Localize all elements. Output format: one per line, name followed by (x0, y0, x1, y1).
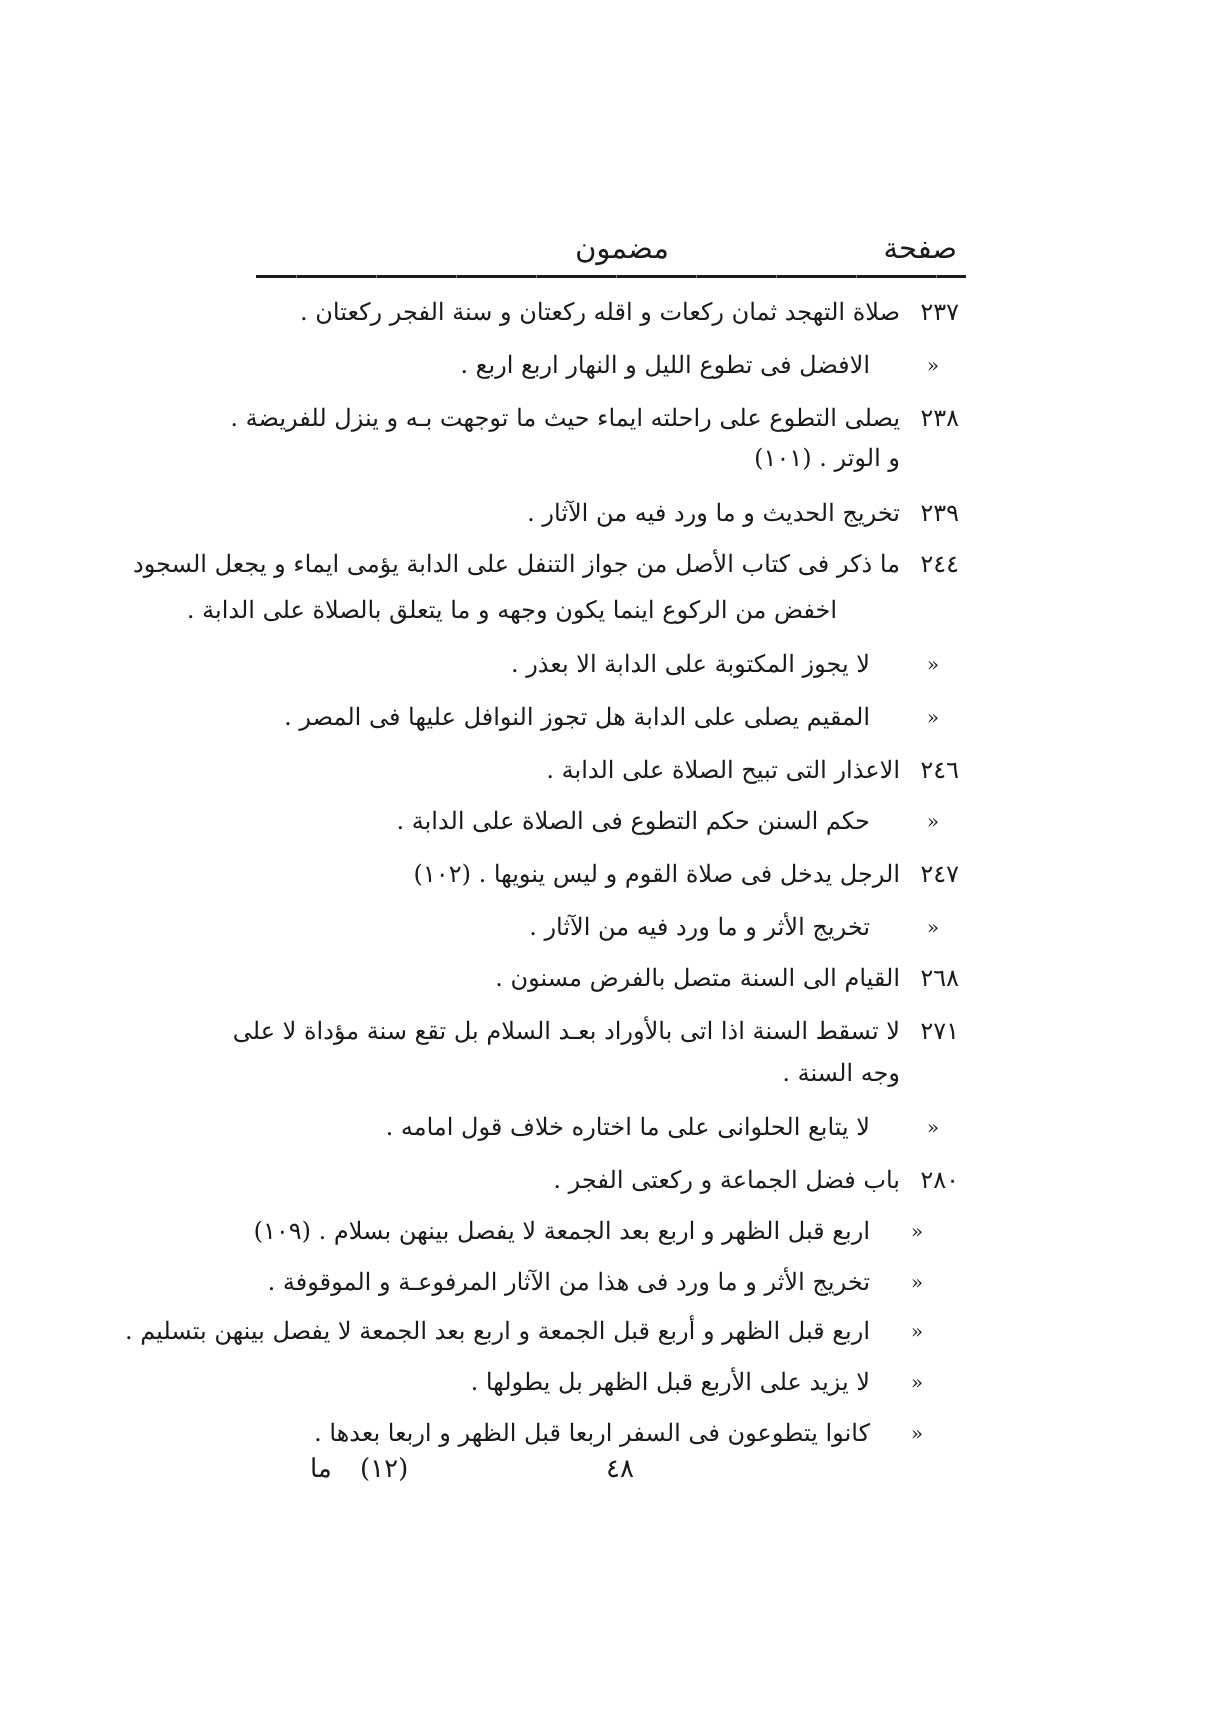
ditto-mark: » (926, 652, 940, 676)
entry-page-number: ٢٤٤ (920, 550, 959, 578)
entry-text: وجه السنة . (782, 1059, 900, 1087)
entry-text: لا يجوز المكتوبة علی الدابة الا بعذر . (510, 650, 870, 678)
entry-text: اخفض من الركوع اينما يكون وجهه و ما يتعلق بالصلاة علی الدابة . (186, 596, 837, 624)
entry-text: يصلی التطوع علی راحلته ايماء حيث ما توجهت بـه و ينزل للفريضة . (230, 404, 900, 432)
entry-text: تخريج الحديث و ما ورد فيه من الآثار . (527, 499, 900, 527)
entry-text: اربع قبل الظهر و اربع بعد الجمعة لا يفصل بينهن بسلام . (١٠٩) (253, 1217, 870, 1245)
entry-text: باب فضل الجماعة و ركعتی الفجر . (553, 1166, 900, 1194)
entry-page-number: ٢٤٦ (920, 756, 959, 784)
entry-page-number: ٢٤٧ (920, 860, 959, 888)
entry-text: و الوتر . (١٠١) (754, 444, 900, 472)
ditto-mark: » (910, 1219, 924, 1243)
ditto-mark: » (910, 1370, 924, 1394)
ditto-mark: » (926, 705, 940, 729)
entry-text: لا يتابع الحلوانی علی ما اختاره خلاف قول امامه . (385, 1113, 870, 1141)
entry-page-number: ٢٣٨ (920, 404, 959, 432)
entry-text: صلاة التهجد ثمان ركعات و اقله ركعتان و سنة الفجر ركعتان . (300, 298, 900, 326)
signature-number: (١٢) (360, 1454, 409, 1484)
page-title: مضمون (575, 231, 669, 265)
column-label: صفحة (883, 231, 957, 265)
entry-text: الاعذار التی تبيح الصلاة علی الدابة . (546, 756, 900, 784)
signature-code: ما (310, 1454, 332, 1484)
ditto-mark: » (926, 1115, 940, 1139)
entry-text: ما ذكر فی كتاب الأصل من جواز التنفل علی الدابة يؤمی ايماء و يجعل السجود (133, 550, 900, 578)
entry-text: الرجل يدخل فی صلاة القوم و ليس ينويها . (١٠٢) (413, 860, 900, 888)
ditto-mark: » (910, 1319, 924, 1343)
entry-page-number: ٢٨٠ (920, 1166, 959, 1194)
entry-text: المقيم يصلی علی الدابة هل تجوز النوافل عليها فی المصر . (284, 703, 870, 731)
entry-text: لا تسقط السنة اذا اتی بالأوراد بعـد السلام بل تقع سنة مؤداة لا علی (232, 1017, 900, 1045)
ditto-mark: » (926, 353, 940, 377)
entry-page-number: ٢٧١ (920, 1017, 959, 1045)
entry-text: حكم السنن حكم التطوع فی الصلاة علی الدابة . (396, 807, 870, 835)
entry-text: القيام الی السنة متصل بالفرض مسنون . (495, 964, 900, 992)
ditto-mark: » (926, 809, 940, 833)
entry-text: تخريج الأثر و ما ورد فی هذا من الآثار المرفوعـة و الموقوفة . (267, 1268, 870, 1296)
entry-page-number: ٢٦٨ (920, 964, 959, 992)
entry-page-number: ٢٣٩ (920, 499, 959, 527)
entry-text: تخريج الأثر و ما ورد فيه من الآثار . (529, 913, 870, 941)
entry-text: اربع قبل الظهر و أربع قبل الجمعة و اربع بعد الجمعة لا يفصل بينهن بتسليم . (124, 1317, 870, 1345)
ditto-mark: » (926, 915, 940, 939)
ditto-mark: » (910, 1421, 924, 1445)
page-number: ٤٨ (606, 1454, 634, 1484)
ditto-mark: » (910, 1270, 924, 1294)
entry-text: لا يزيد علی الأربع قبل الظهر بل يطولها . (470, 1368, 870, 1396)
entry-text: كانوا يتطوعون فی السفر اربعا قبل الظهر و اربعا بعدها . (314, 1419, 870, 1447)
header-divider (256, 275, 966, 278)
entry-text: الافضل فی تطوع الليل و النهار اربع اربع . (460, 351, 870, 379)
entry-page-number: ٢٣٧ (920, 298, 959, 326)
